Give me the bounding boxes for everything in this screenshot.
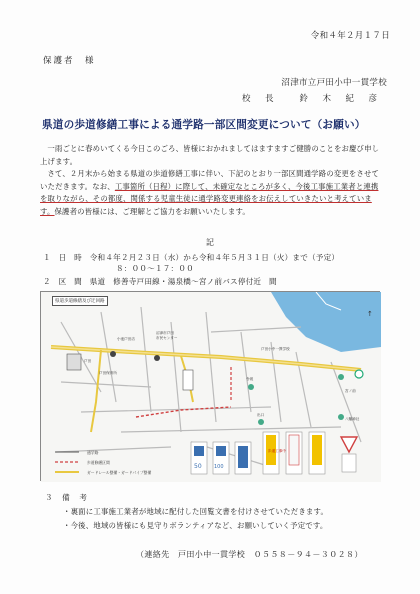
item-section — [43, 276, 277, 287]
place-marker-2 — [154, 355, 160, 361]
map-place-1: 小池戸田店 — [117, 337, 135, 341]
ki-heading: 記 — [206, 238, 214, 247]
remark-2: ・今後、地域の皆様にも見守りボランティアなど、お願いしていく予定です。 — [63, 521, 328, 530]
body-paragraph-1: 一雨ごとに春めいてくる今日このごろ、皆様におかれましてはますますご健勝のことをお慶び申し上げます。 — [40, 144, 380, 166]
place-marker-1 — [110, 351, 116, 357]
sign-2-text: 100 — [214, 464, 224, 470]
sign-4-text: 歩道工事中 — [268, 449, 286, 453]
item-date-value: 令和４年２月２３日（水）から令和４年５月３１日（火）まで（予定） — [89, 253, 340, 262]
sign-board-5 — [286, 432, 302, 474]
map-place-7: 寺坂 — [246, 377, 254, 381]
legend-label-1: 通学路 — [87, 450, 99, 455]
item-section-value: 県道 修善寺戸田線・湯泉橋～宮ノ前バス停付近 間 — [89, 277, 277, 286]
item-section-label: ２ 区 間 — [43, 277, 82, 286]
sign-board-2 — [213, 442, 229, 474]
place-marker-6 — [338, 414, 344, 420]
station-box — [67, 354, 81, 370]
body-paragraph-2 — [40, 168, 385, 218]
place-marker-3 — [248, 384, 254, 390]
map-place-9: 宮ノ前 — [345, 389, 356, 393]
route-map — [40, 291, 380, 481]
remark-1: ・裏面に工事施工業者が地域に配付した回覧文書を付けさせていただきます。 — [63, 507, 329, 516]
document-date: 令和４年２月１７日 — [310, 31, 390, 41]
route-map-svg — [41, 292, 381, 482]
map-place-8: 出口 — [257, 413, 265, 417]
contact-info: （連絡先 戸田小中一貫学校 ０５５８－９４－３０２８） — [136, 550, 363, 559]
legend-label-3: ガードレール整備・ガードパイプ整備 — [87, 470, 152, 475]
place-marker-5 — [338, 374, 344, 380]
item-date — [43, 252, 339, 263]
place-marker-4 — [258, 419, 264, 425]
north-arrow: ↑ — [367, 310, 373, 318]
document-title: 県道の歩道修繕工事による通学路一部区間変更について（お願い） — [42, 119, 366, 131]
body-text-a: さて、２月末から始まる県道の歩道修繕工事に伴い、下記のとおり一部区間通学路の変更をさせていただきます。なお、 — [40, 169, 380, 191]
item-date-label: １ 日 時 — [43, 253, 82, 262]
map-place-3: 沼津市戸田 — [156, 331, 174, 335]
recipient: 保護者 様 — [43, 56, 96, 66]
map-place-6: 戸田保育所 — [99, 371, 117, 375]
sign-board-7 — [341, 437, 357, 472]
map-title-label: 県道歩道修繕及び迂回路 — [52, 296, 108, 306]
remarks-heading: ３ 備 考 — [45, 493, 88, 502]
label-box — [183, 370, 193, 390]
body-text-b: 保護者の皆様には、ご理解とご協力をお願いいたします。 — [54, 206, 250, 216]
sign-board-3 — [235, 442, 251, 474]
principal-name: 校 長 鈴 木 紀 彦 — [241, 94, 380, 104]
school-name: 沼津市立戸田小中一貫学校 — [281, 78, 387, 88]
sign-1-text: 50 — [194, 463, 202, 470]
underlined-text-1: 工事箇所（日程）に際して、未確定なところが多く、 — [114, 181, 296, 191]
sign-board-6 — [309, 432, 325, 474]
underlined-text-2: 今後工事施工業者と連携を取りながら、その都度、関係する児童生徒に通学路変更連絡をお伝えしていきたいと考えています。 — [40, 181, 379, 216]
sign-board-1 — [191, 442, 207, 474]
body-text — [40, 143, 385, 219]
map-place-4: 市民センター — [156, 336, 178, 340]
map-place-10: 八幡神社 — [345, 417, 360, 421]
item-time: ８：００～１７：００ — [116, 264, 194, 273]
map-place-2: 戸田 — [84, 359, 92, 363]
legend-label-2: 歩道修繕区間 — [87, 460, 110, 465]
map-place-5: 戸田小中一貫学校 — [261, 347, 290, 351]
school-marker — [355, 370, 363, 378]
